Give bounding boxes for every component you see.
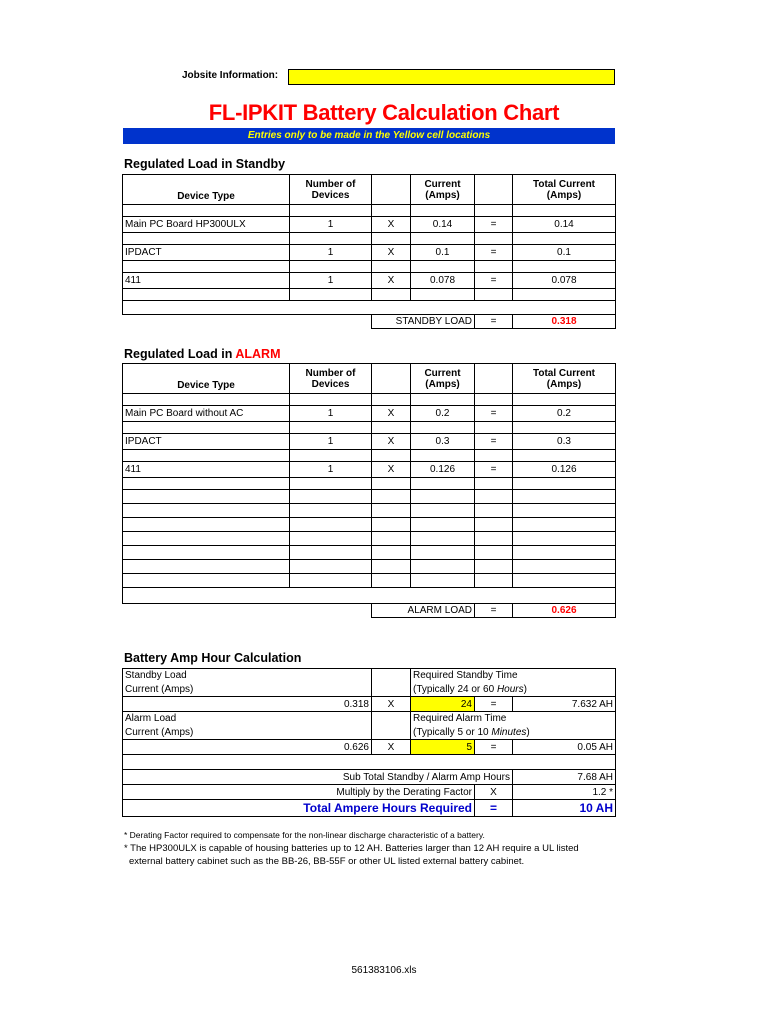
standby-load-label-2: Current (Amps) bbox=[123, 683, 372, 697]
device-type-header: Device Type bbox=[123, 175, 290, 205]
table-row: IPDACT 1 X 0.1 = 0.1 bbox=[123, 245, 616, 261]
standby-table bbox=[122, 174, 616, 329]
table-row: 411 1 X 0.126 = 0.126 bbox=[123, 462, 616, 478]
eq-header bbox=[475, 175, 513, 205]
standby-header-row bbox=[123, 175, 616, 205]
battery-table bbox=[122, 668, 616, 817]
instruction-banner: Entries only to be made in the Yellow cell locations bbox=[123, 128, 615, 144]
x-header bbox=[372, 175, 411, 205]
alarm-load-label-1: Alarm Load bbox=[123, 712, 372, 726]
table-row: Main PC Board without AC 1 X 0.2 = 0.2 bbox=[123, 406, 616, 422]
notes bbox=[124, 829, 579, 868]
standby-load-value: 0.318 bbox=[513, 315, 616, 329]
alarm-ah-value: 0.05 AH bbox=[513, 740, 616, 755]
total-ah-row: Total Ampere Hours Required = 10 AH bbox=[123, 800, 616, 817]
derating-label: Multiply by the Derating Factor bbox=[123, 785, 475, 800]
standby-ah-value: 7.632 AH bbox=[513, 697, 616, 712]
total-current-header: Total Current (Amps) bbox=[513, 175, 616, 205]
total-ah-value: 10 AH bbox=[513, 800, 616, 817]
current-header: Current (Amps) bbox=[411, 175, 475, 205]
alarm-minutes-input[interactable]: 5 bbox=[411, 740, 475, 755]
standby-total-row: STANDBY LOAD = 0.318 bbox=[123, 315, 616, 329]
battery-section-title: Battery Amp Hour Calculation bbox=[124, 651, 302, 665]
standby-time-label-2: (Typically 24 or 60 Hours) bbox=[411, 683, 616, 697]
battery-size-note-1: * The HP300ULX is capable of housing batteries up to 12 AH. Batteries larger than 12 AH require a UL listed bbox=[124, 843, 579, 854]
jobsite-label: Jobsite Information: bbox=[182, 70, 279, 81]
page-title: FL-IPKIT Battery Calculation Chart bbox=[208, 100, 560, 125]
table-row: IPDACT 1 X 0.3 = 0.3 bbox=[123, 434, 616, 450]
alarm-table bbox=[122, 363, 616, 618]
total-current-header: Total Current (Amps) bbox=[513, 364, 616, 394]
standby-ah-row: 0.318 X 24 = 7.632 AH bbox=[123, 697, 616, 712]
alarm-load-label: ALARM LOAD bbox=[372, 604, 475, 618]
alarm-load-label-2: Current (Amps) bbox=[123, 726, 372, 740]
number-of-devices-header: Number of Devices bbox=[290, 175, 372, 205]
derating-row: Multiply by the Derating Factor X 1.2 * bbox=[123, 785, 616, 800]
alarm-total-row: ALARM LOAD = 0.626 bbox=[123, 604, 616, 618]
subtotal-value: 7.68 AH bbox=[513, 770, 616, 785]
alarm-ah-row: 0.626 X 5 = 0.05 AH bbox=[123, 740, 616, 755]
standby-load-label: STANDBY LOAD bbox=[372, 315, 475, 329]
derating-value: 1.2 * bbox=[513, 785, 616, 800]
standby-time-label-1: Required Standby Time bbox=[411, 669, 616, 683]
subtotal-label: Sub Total Standby / Alarm Amp Hours bbox=[123, 770, 513, 785]
subtotal-row bbox=[123, 770, 616, 785]
number-of-devices-header: Number of Devices bbox=[290, 364, 372, 394]
standby-current-value: 0.318 bbox=[123, 697, 372, 712]
standby-load-label-1: Standby Load bbox=[123, 669, 372, 683]
alarm-current-value: 0.626 bbox=[123, 740, 372, 755]
alarm-header-row bbox=[123, 364, 616, 394]
file-name-footer: 561383106.xls bbox=[351, 965, 417, 976]
jobsite-input[interactable] bbox=[288, 69, 615, 85]
standby-section-title: Regulated Load in Standby bbox=[124, 157, 286, 171]
table-row: 411 1 X 0.078 = 0.078 bbox=[123, 273, 616, 289]
table-row: Main PC Board HP300ULX 1 X 0.14 = 0.14 bbox=[123, 217, 616, 233]
alarm-time-label-1: Required Alarm Time bbox=[411, 712, 616, 726]
alarm-section-title: Regulated Load in ALARM bbox=[124, 347, 281, 361]
total-ah-label: Total Ampere Hours Required bbox=[123, 800, 475, 817]
battery-size-note-2: external battery cabinet such as the BB-26, BB-55F or other UL listed external battery cabinet. bbox=[129, 856, 525, 867]
alarm-time-label-2: (Typically 5 or 10 Minutes) bbox=[411, 726, 616, 740]
device-type-header: Device Type bbox=[123, 364, 290, 394]
alarm-load-value: 0.626 bbox=[513, 604, 616, 618]
current-header: Current (Amps) bbox=[411, 364, 475, 394]
standby-hours-input[interactable]: 24 bbox=[411, 697, 475, 712]
derating-note: * Derating Factor required to compensate for the non-linear discharge characteristic of a battery. bbox=[124, 830, 485, 840]
